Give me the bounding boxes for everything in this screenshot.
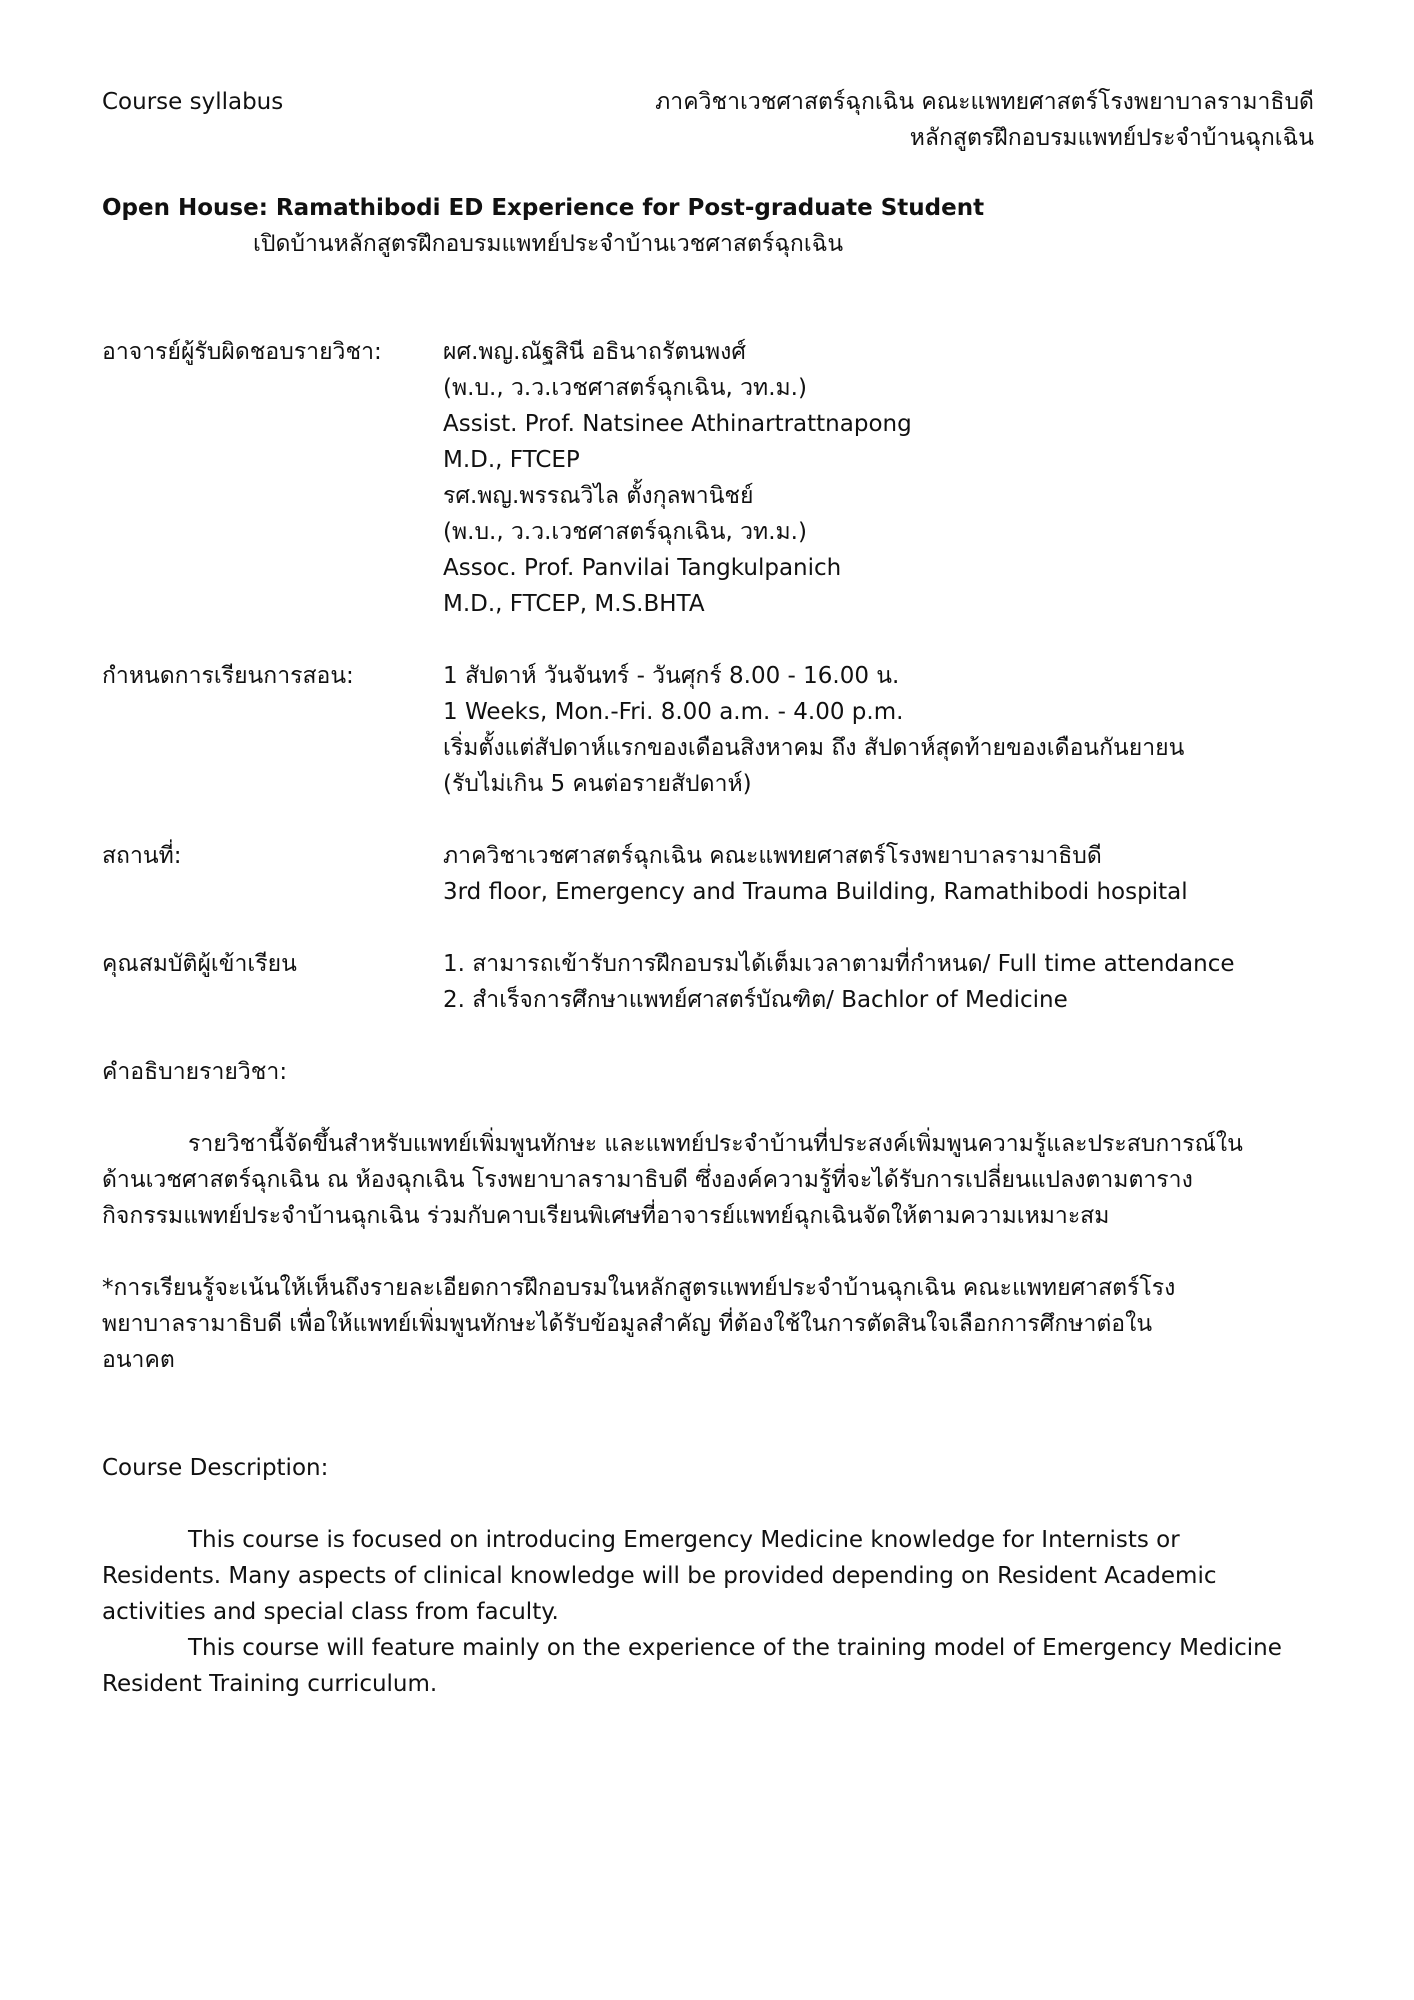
instructor-line: M.D., FTCEP [443, 447, 580, 473]
description-en-para1-line: Residents. Many aspects of clinical knowledge will be provided depending on Resident Academic [102, 1563, 1217, 1589]
description-en-para2-line: Resident Training curriculum. [102, 1671, 438, 1697]
header-course-syllabus: Course syllabus [102, 89, 284, 115]
description-th-para2-line: *การเรียนรู้จะเน้นให้เห็นถึงรายละเอียดการฝึกอบรมในหลักสูตรแพทย์ประจำบ้านฉุกเฉิน คณะแพทยศาสตร์โรง [102, 1275, 1176, 1301]
qualification-line: 2. สำเร็จการศึกษาแพทย์ศาสตร์บัณฑิต/ Bachlor of Medicine [443, 987, 1068, 1013]
instructor-line: (พ.บ., ว.ว.เวชศาสตร์ฉุกเฉิน, วท.ม.) [443, 519, 807, 545]
description-en-heading: Course Description: [102, 1455, 329, 1481]
schedule-label: กำหนดการเรียนการสอน: [102, 663, 354, 689]
description-th-heading: คำอธิบายรายวิชา: [102, 1059, 288, 1085]
header-department: ภาควิชาเวชศาสตร์ฉุกเฉิน คณะแพทยศาสตร์โรงพยาบาลรามาธิบดี [655, 89, 1314, 115]
instructor-line: (พ.บ., ว.ว.เวชศาสตร์ฉุกเฉิน, วท.ม.) [443, 375, 807, 401]
location-label: สถานที่: [102, 843, 182, 869]
header-program: หลักสูตรฝึกอบรมแพทย์ประจำบ้านฉุกเฉิน [909, 125, 1314, 151]
instructor-line: Assist. Prof. Natsinee Athinartrattnapong [443, 411, 912, 437]
description-th-para2-line: อนาคต [102, 1347, 175, 1373]
location-line: 3rd floor, Emergency and Trauma Building, Ramathibodi hospital [443, 879, 1188, 905]
description-en-para1-line: activities and special class from faculty. [102, 1599, 559, 1625]
qualifications-label: คุณสมบัติผู้เข้าเรียน [102, 951, 297, 977]
instructor-line: ผศ.พญ.ณัฐสินี อธินาถรัตนพงศ์ [443, 339, 746, 365]
instructor-line: M.D., FTCEP, M.S.BHTA [443, 591, 705, 617]
schedule-line: 1 สัปดาห์ วันจันทร์ - วันศุกร์ 8.00 - 16.00 น. [443, 663, 900, 689]
qualification-line: 1. สามารถเข้ารับการฝึกอบรมได้เต็มเวลาตามที่กำหนด/ Full time attendance [443, 951, 1235, 977]
schedule-line: เริ่มตั้งแต่สัปดาห์แรกของเดือนสิงหาคม ถึง สัปดาห์สุดท้ายของเดือนกันยายน [443, 735, 1185, 761]
instructor-line: รศ.พญ.พรรณวิไล ตั้งกุลพานิชย์ [443, 483, 754, 509]
description-th-para1-line: กิจกรรมแพทย์ประจำบ้านฉุกเฉิน ร่วมกับคาบเรียนพิเศษที่อาจารย์แพทย์ฉุกเฉินจัดให้ตามความเหมาะสม [102, 1203, 1110, 1229]
description-en-para2-line: This course will feature mainly on the experience of the training model of Emergency Medicine [188, 1635, 1282, 1661]
description-th-para1-line: รายวิชานี้จัดขึ้นสำหรับแพทย์เพิ่มพูนทักษะ และแพทย์ประจำบ้านที่ประสงค์เพิ่มพูนความรู้และประสบการณ์ใน [188, 1131, 1243, 1157]
instructors-label: อาจารย์ผู้รับผิดชอบรายวิชา: [102, 339, 382, 365]
location-line: ภาควิชาเวชศาสตร์ฉุกเฉิน คณะแพทยศาสตร์โรงพยาบาลรามาธิบดี [443, 843, 1102, 869]
schedule-line: (รับไม่เกิน 5 คนต่อรายสัปดาห์) [443, 771, 752, 797]
schedule-line: 1 Weeks, Mon.-Fri. 8.00 a.m. - 4.00 p.m. [443, 699, 904, 725]
description-th-para2-line: พยาบาลรามาธิบดี เพื่อให้แพทย์เพิ่มพูนทักษะได้รับข้อมูลสำคัญ ที่ต้องใช้ในการตัดสินใจเลือกการศึกษาต่อใน [102, 1311, 1153, 1337]
description-en-para1-line: This course is focused on introducing Emergency Medicine knowledge for Internists or [188, 1527, 1180, 1553]
title-thai: เปิดบ้านหลักสูตรฝึกอบรมแพทย์ประจำบ้านเวชศาสตร์ฉุกเฉิน [253, 231, 844, 257]
description-th-para1-line: ด้านเวชศาสตร์ฉุกเฉิน ณ ห้องฉุกเฉิน โรงพยาบาลรามาธิบดี ซึ่งองค์ความรู้ที่จะได้รับการเปลี่ยนแปลงตามตาราง [102, 1167, 1193, 1193]
instructor-line: Assoc. Prof. Panvilai Tangkulpanich [443, 555, 842, 581]
title-english: Open House: Ramathibodi ED Experience for Post-graduate Student [102, 195, 985, 221]
